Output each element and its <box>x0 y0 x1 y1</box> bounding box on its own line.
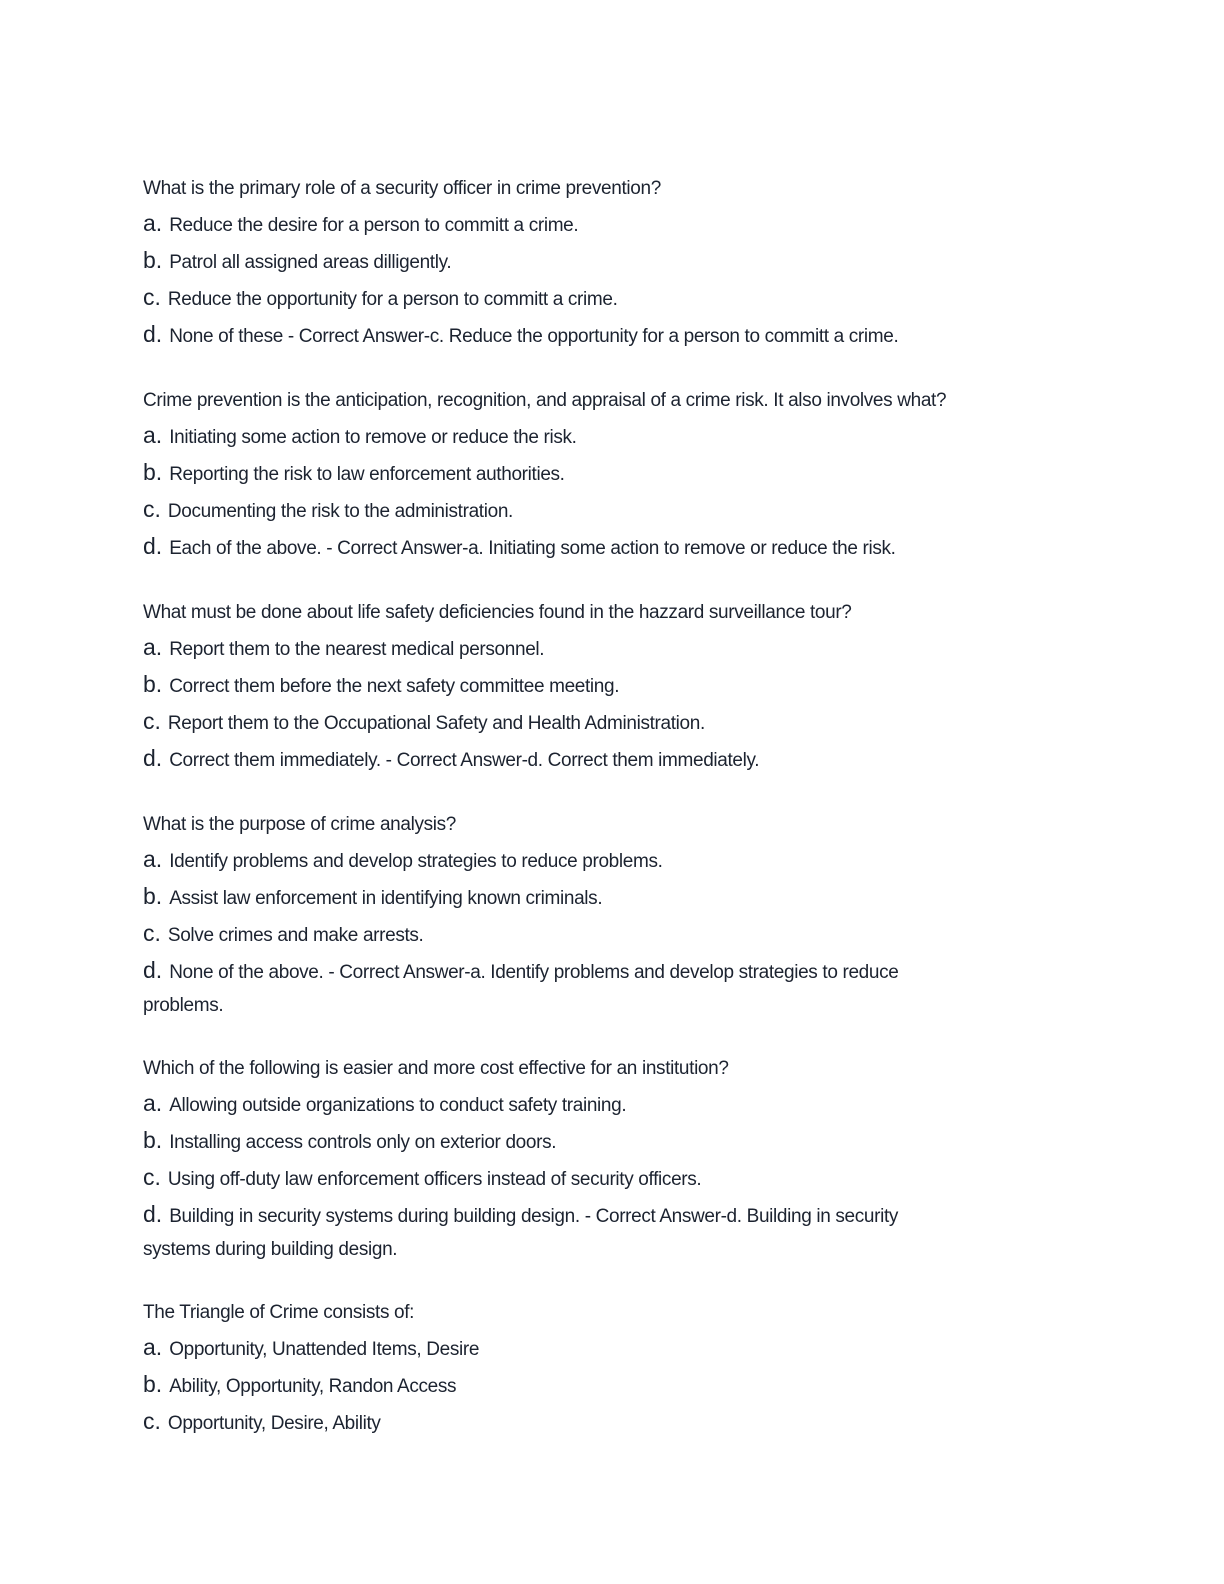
option-d <box>143 1197 1083 1234</box>
option-text: Ability, Opportunity, Randon Access <box>169 1376 457 1397</box>
option-d <box>143 317 1083 354</box>
option-letter: a. <box>143 210 163 236</box>
question-block-2 <box>143 384 1083 566</box>
option-a <box>143 206 1083 243</box>
option-letter: a. <box>143 1090 163 1116</box>
option-a <box>143 1330 1083 1367</box>
option-letter: c. <box>143 708 161 734</box>
option-text: Report them to the Occupational Safety and Health Administration. <box>167 713 705 734</box>
option-text: Identify problems and develop strategies to reduce problems. <box>169 851 663 872</box>
option-c <box>143 280 1083 317</box>
option-a <box>143 1086 1083 1123</box>
option-letter: b. <box>143 883 163 909</box>
option-b <box>143 879 1083 916</box>
option-letter: b. <box>143 247 163 273</box>
option-text: Solve crimes and make arrests. <box>167 925 424 946</box>
option-text: Reduce the opportunity for a person to committ a crime. <box>167 289 618 310</box>
option-letter: d. <box>143 321 163 347</box>
question-text: The Triangle of Crime consists of: <box>143 1302 415 1323</box>
question-text: What is the purpose of crime analysis? <box>143 814 457 835</box>
option-letter: c. <box>143 496 161 522</box>
option-b <box>143 1367 1083 1404</box>
question-text: What is the primary role of a security officer in crime prevention? <box>143 178 661 199</box>
option-c <box>143 1160 1083 1197</box>
document-page <box>143 172 1083 1471</box>
option-letter: a. <box>143 422 163 448</box>
question-block-4 <box>143 808 1083 1022</box>
option-b <box>143 1123 1083 1160</box>
question-block-1 <box>143 172 1083 354</box>
option-d <box>143 953 1083 990</box>
question-block-3 <box>143 596 1083 778</box>
option-letter: b. <box>143 671 163 697</box>
option-text: Using off-duty law enforcement officers instead of security officers. <box>167 1169 702 1190</box>
question-text: Crime prevention is the anticipation, recognition, and appraisal of a crime risk. It also involves what? <box>143 390 947 411</box>
option-letter: c. <box>143 284 161 310</box>
option-text: Correct them immediately. - Correct Answer-d. Correct them immediately. <box>169 750 760 771</box>
option-b <box>143 667 1083 704</box>
option-letter: c. <box>143 1408 161 1434</box>
option-letter: b. <box>143 1127 163 1153</box>
option-letter: c. <box>143 1164 161 1190</box>
option-c <box>143 1404 1083 1441</box>
question-text: What must be done about life safety deficiencies found in the hazzard surveillance tour? <box>143 602 852 623</box>
option-text: Opportunity, Unattended Items, Desire <box>169 1339 480 1360</box>
question-text: Which of the following is easier and more cost effective for an institution? <box>143 1058 729 1079</box>
option-continuation: problems. <box>143 995 224 1016</box>
option-b <box>143 455 1083 492</box>
option-continuation: systems during building design. <box>143 1239 398 1260</box>
option-text: Correct them before the next safety committee meeting. <box>169 676 620 697</box>
option-text: Report them to the nearest medical personnel. <box>169 639 545 660</box>
question-block-5 <box>143 1052 1083 1266</box>
option-letter: d. <box>143 745 163 771</box>
option-letter: c. <box>143 920 161 946</box>
option-d <box>143 741 1083 778</box>
option-text: Patrol all assigned areas dilligently. <box>169 252 452 273</box>
question-block-6 <box>143 1296 1083 1441</box>
option-text: Installing access controls only on exterior doors. <box>169 1132 557 1153</box>
option-c <box>143 492 1083 529</box>
option-letter: d. <box>143 533 163 559</box>
option-a <box>143 418 1083 455</box>
option-letter: a. <box>143 634 163 660</box>
option-text: Opportunity, Desire, Ability <box>167 1413 381 1434</box>
option-a <box>143 842 1083 879</box>
option-d <box>143 529 1083 566</box>
option-text: Reduce the desire for a person to committ a crime. <box>169 215 579 236</box>
option-text: Reporting the risk to law enforcement authorities. <box>169 464 565 485</box>
option-letter: b. <box>143 459 163 485</box>
option-text: Allowing outside organizations to conduct safety training. <box>169 1095 627 1116</box>
option-c <box>143 704 1083 741</box>
option-text: Assist law enforcement in identifying known criminals. <box>169 888 603 909</box>
option-text: None of the above. - Correct Answer-a. Identify problems and develop strategies to reduce <box>169 962 899 983</box>
option-c <box>143 916 1083 953</box>
option-letter: a. <box>143 1334 163 1360</box>
option-letter: a. <box>143 846 163 872</box>
option-text: Each of the above. - Correct Answer-a. Initiating some action to remove or reduce the risk. <box>169 538 896 559</box>
option-letter: d. <box>143 1201 163 1227</box>
option-text: Documenting the risk to the administration. <box>167 501 513 522</box>
option-letter: d. <box>143 957 163 983</box>
option-text: Initiating some action to remove or reduce the risk. <box>169 427 577 448</box>
option-letter: b. <box>143 1371 163 1397</box>
option-text: Building in security systems during building design. - Correct Answer-d. Building in security <box>169 1206 899 1227</box>
option-a <box>143 630 1083 667</box>
option-text: None of these - Correct Answer-c. Reduce the opportunity for a person to committ a crime. <box>169 326 899 347</box>
option-b <box>143 243 1083 280</box>
